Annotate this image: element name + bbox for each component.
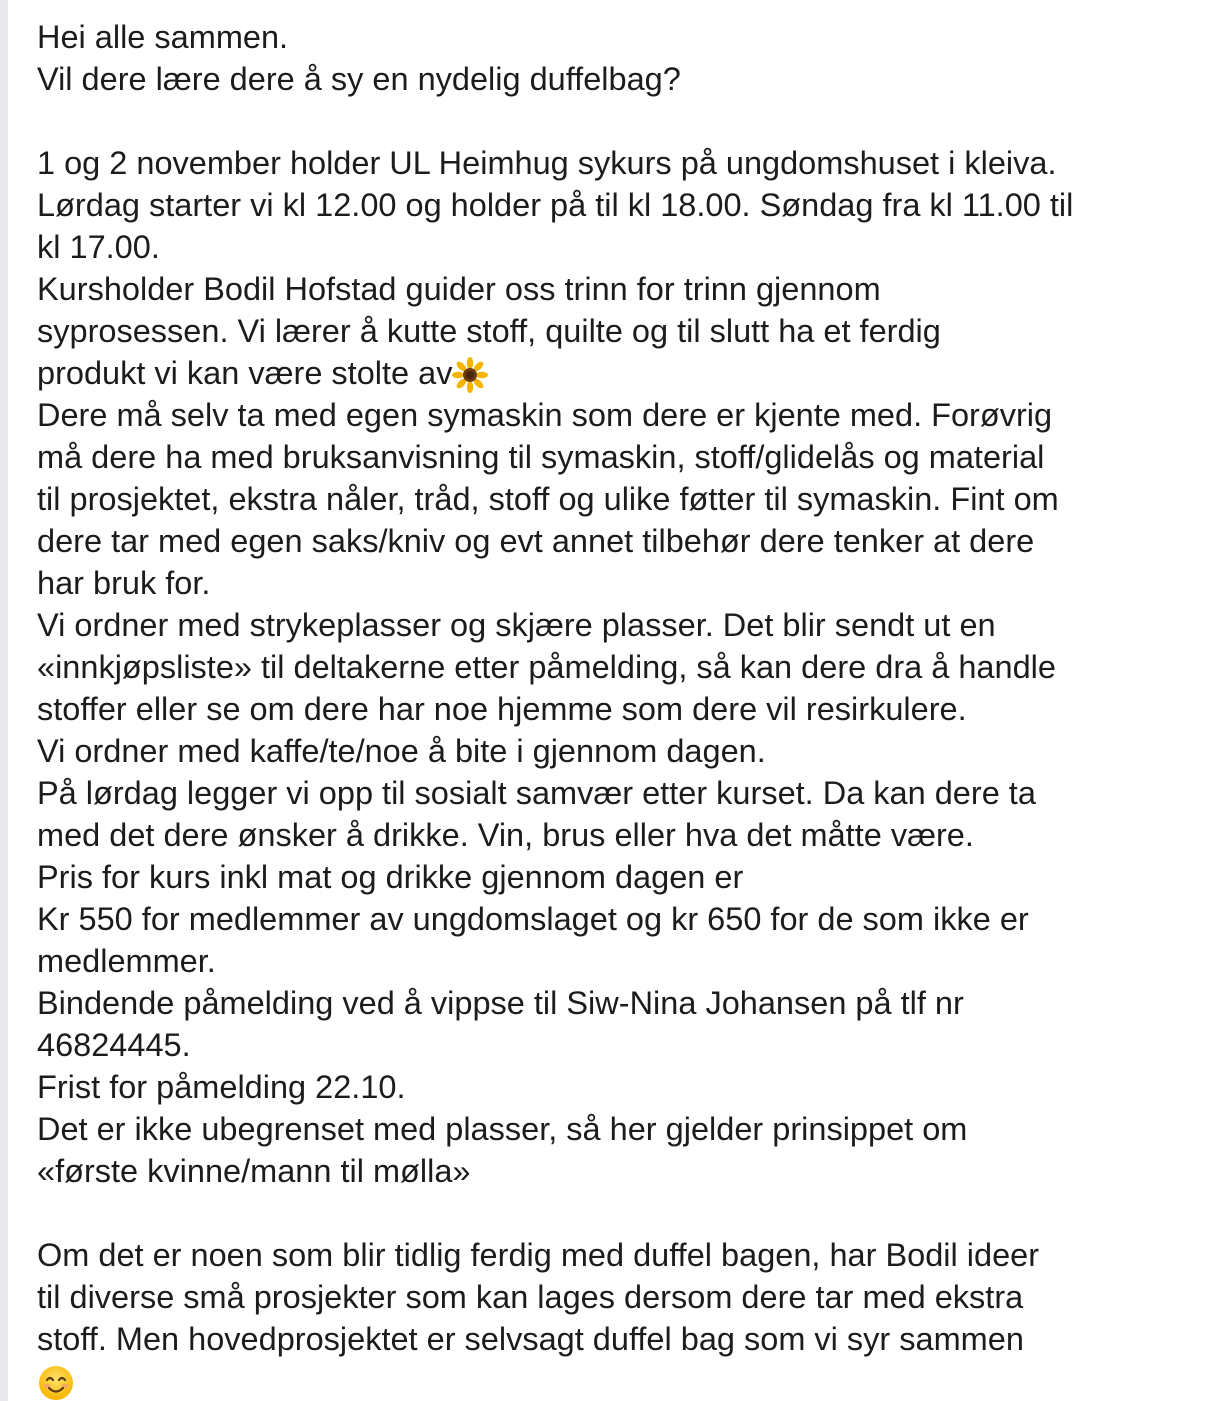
text-line: På lørdag legger vi opp til sosialt samvær etter kurset. Da kan dere ta bbox=[37, 775, 1036, 811]
emoji-line bbox=[37, 1360, 1197, 1401]
text-line: syprosessen. Vi lærer å kutte stoff, quilte og til slutt ha et ferdig bbox=[37, 313, 941, 349]
text-line: med det dere ønsker å drikke. Vin, brus eller hva det måtte være. bbox=[37, 817, 974, 853]
text-line: «innkjøpsliste» til deltakerne etter påmelding, så kan dere dra å handle bbox=[37, 649, 1056, 685]
text-line: 1 og 2 november holder UL Heimhug sykurs på ungdomshuset i kleiva. bbox=[37, 145, 1057, 181]
text-line: Bindende påmelding ved å vippse til Siw-Nina Johansen på tlf nr bbox=[37, 985, 964, 1021]
text-line: til diverse små prosjekter som kan lages dersom dere tar med ekstra bbox=[37, 1279, 1024, 1315]
text-line: Kursholder Bodil Hofstad guider oss trinn for trinn gjennom bbox=[37, 271, 881, 307]
text-line: dere tar med egen saks/kniv og evt annet tilbehør dere tenker at dere bbox=[37, 523, 1035, 559]
text-line: 46824445. bbox=[37, 1027, 191, 1063]
text-line: må dere ha med bruksanvisning til symaskin, stoff/glidelås og material bbox=[37, 439, 1045, 475]
text-line: Om det er noen som blir tidlig ferdig med duffel bagen, har Bodil ideer bbox=[37, 1237, 1040, 1273]
text-segment: produkt vi kan være stolte av bbox=[37, 355, 453, 391]
sunflower-emoji-icon bbox=[452, 357, 488, 393]
text-line: stoffer eller se om dere har noe hjemme som dere vil resirkulere. bbox=[37, 691, 967, 727]
text-line: Kr 550 for medlemmer av ungdomslaget og kr 650 for de som ikke er bbox=[37, 901, 1029, 937]
text-line: Hei alle sammen. bbox=[37, 19, 289, 55]
text-line: Pris for kurs inkl mat og drikke gjennom dagen er bbox=[37, 859, 744, 895]
blank-line bbox=[37, 100, 1197, 142]
text-line: Lørdag starter vi kl 12.00 og holder på til kl 18.00. Søndag fra kl 11.00 til bbox=[37, 187, 1074, 223]
text-line: kl 17.00. bbox=[37, 229, 160, 265]
smiling-face-emoji-icon bbox=[37, 1364, 75, 1401]
text-line: Vil dere lære dere å sy en nydelig duffelbag? bbox=[37, 61, 681, 97]
text-line: Det er ikke ubegrenset med plasser, så her gjelder prinsippet om bbox=[37, 1111, 968, 1147]
text-line: Vi ordner med strykeplasser og skjære plasser. Det blir sendt ut en bbox=[37, 607, 996, 643]
text-line: til prosjektet, ekstra nåler, tråd, stoff og ulike føtter til symaskin. Fint om bbox=[37, 481, 1059, 517]
text-line: har bruk for. bbox=[37, 565, 211, 601]
text-line-with-emoji bbox=[37, 352, 1197, 394]
text-line: medlemmer. bbox=[37, 943, 216, 979]
text-line: «første kvinne/mann til mølla» bbox=[37, 1153, 471, 1189]
text-line: Vi ordner med kaffe/te/noe å bite i gjennom dagen. bbox=[37, 733, 766, 769]
blank-line bbox=[37, 1192, 1197, 1234]
text-line: stoff. Men hovedprosjektet er selvsagt duffel bag som vi syr sammen bbox=[37, 1321, 1024, 1357]
message-body bbox=[37, 16, 1197, 1401]
message-post bbox=[8, 0, 1205, 1401]
text-line: Frist for påmelding 22.10. bbox=[37, 1069, 406, 1105]
text-line: Dere må selv ta med egen symaskin som dere er kjente med. Forøvrig bbox=[37, 397, 1053, 433]
